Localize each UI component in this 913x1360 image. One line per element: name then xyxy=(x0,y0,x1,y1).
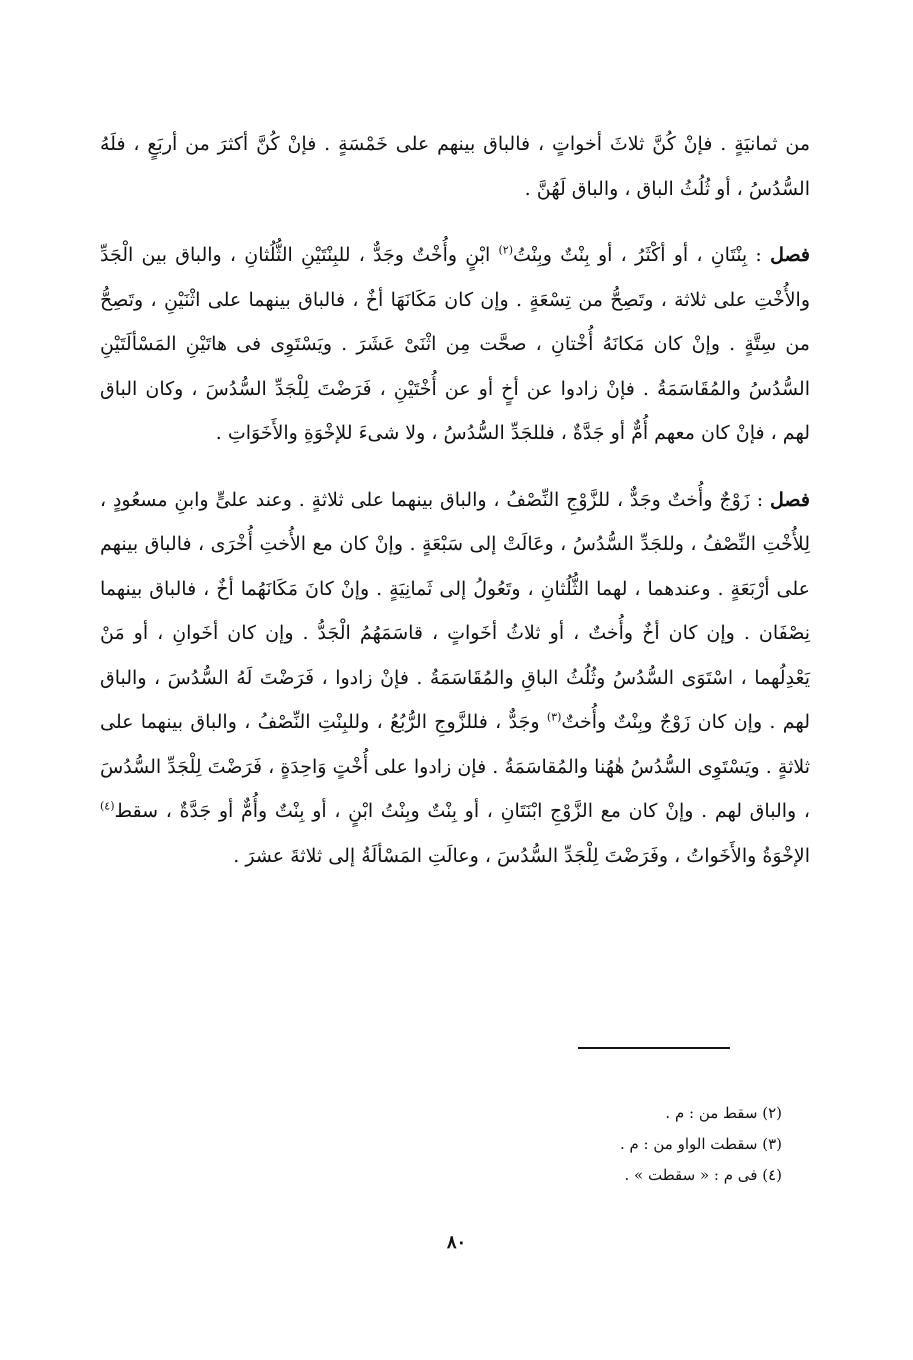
paragraph-3-text-part-3: الإخْوَةُ والأَخَواتُ ، وفَرَضْتَ لِلْجَدِّ السُّدُسَ ، وعالَتِ المَسْألَةُ إلى ثلاثةَ عشرَ . xyxy=(233,844,810,867)
paragraph-3 xyxy=(100,478,810,879)
paragraph-2-text-part-2: ابْنٍ وأُخْتٌ وجَدٌّ ، للبِنْتَيْنِ الثُّلُثانِ ، والباق بين الْجَدِّ والأُخْتِ على ثلاثة ، وتَصِحُّ من تِسْعَةٍ . وإن كان مَكَانَهَا أخٌ ، فالباق بينهما على اثْنَيْنِ ، وتَصِحُّ من سِتَّةٍ . وإنْ كان مَكانَهُ أُخْتانِ ، صحَّت مِن اثْنَىْ عَشَرَ . ويَسْتَوِى فى هاتَيْنِ المَسْألَتَيْنِ السُّدُسُ والمُقَاسَمَةُ . فإنْ زادوا عن أخٍ أو عن أُخْتَيْنِ ، فَرَضْتَ لِلْجَدِّ السُّدُسَ ، وكان الباق لهم ، فإنْ كان معهم أُمٌّ أو جَدَّةٌ ، فللجَدِّ السُّدُسُ ، ولا شىءَ للإخْوَةِ والأَخَوَاتِ . xyxy=(100,244,810,444)
footnotes xyxy=(560,1098,782,1191)
section-heading-fasl: فصل xyxy=(770,244,811,266)
main-text xyxy=(100,122,810,878)
footnote-4: (٤) فى م : « سقطت » . xyxy=(624,1166,782,1184)
paragraph-1 xyxy=(100,122,810,211)
footnote-separator xyxy=(578,1047,730,1049)
page-number: ٨٠ xyxy=(446,1232,467,1253)
footnote-marker-4: (٤) xyxy=(100,799,115,813)
footnote-3: (٣) سقطت الواو من : م . xyxy=(619,1135,782,1153)
paragraph-1-text: من ثمانيَةٍ . فإنْ كُنَّ ثلاثَ أخواتٍ ، فالباق بينهم على خَمْسَةٍ . فإنْ كُنَّ أكثرَ من أربَعٍ ، فلَهُ السُّدُسُ ، أو ثُلُثُ الباق ، والباق لَهُنَّ . xyxy=(100,133,810,200)
section-heading-fasl-2: فصل xyxy=(770,488,810,511)
paragraph-3-text-part-1: : زَوْجٌ وأُختٌ وجَدٌّ ، للزَّوْجِ النِّصْفُ ، والباق بينهما على ثلاثةٍ . وعند علىٍّ وابنِ مسعُودٍ ، لِلأُخْتِ النِّصْفُ ، وللجَدِّ السُّدُسُ ، وعَالَتْ إلى سَبْعَةٍ . وإنْ كان مع الأُختِ أُخْرَى ، فالباق بينهم على أرْبَعَةٍ . وعندهما ، لهما الثُّلُثانِ ، وتَعُولُ إلى ثَمانِيَةٍ . وإنْ كانَ مَكَانَهُما أخٌ ، فالباق بينهما نِصْفَان . وإن كان أخٌ وأُختٌ ، أو ثلاثُ أخَواتٍ ، قاسَمَهُمُ الْجَدُّ . وإن كان أخَوانِ ، أو مَنْ يَعْدِلُهما ، اسْتَوَى السُّدُسُ وثُلُثُ الباقِ والمُقَاسَمَةُ . فإنْ زادوا ، فَرَضْتَ لَهُ السُّدُسَ ، والباق لهم . وإن كان زَوْجٌ وبِنْتٌ وأُختٌ xyxy=(100,488,810,733)
paragraph-2-text-part-1: : بِنْتَانِ ، أو أكْثَرُ ، أو بِنْتٌ وبِنْتُ xyxy=(513,244,762,266)
footnote-marker-2: (٢) xyxy=(498,243,514,257)
footnote-marker-3: (٣) xyxy=(546,710,562,724)
paragraph-3-text-part-2: وجَدٌّ ، فللزَّوجِ الرُّبُعُ ، وللبِنْتِ النِّصْفُ ، والباق بينهما على ثلاثةٍ . ويَسْتَوِى السُّدُسُ هٰهُنا والمُقاسَمَةُ . فإن زادوا على أُخْتٍ وَاحِدَةٍ ، فَرَضْتَ لِلْجَدِّ السُّدُسَ ، والباق لهم . وإنْ كان مع الزَّوْجِ ابْنَتَانِ ، أو بِنْتٌ وبِنْتُ ابْنٍ ، أو بِنْتٌ وأُمٌّ أو جَدَّةٌ ، سقط xyxy=(100,711,810,822)
footnote-2: (٢) سقط من : م . xyxy=(665,1104,782,1122)
paragraph-2 xyxy=(100,233,810,456)
